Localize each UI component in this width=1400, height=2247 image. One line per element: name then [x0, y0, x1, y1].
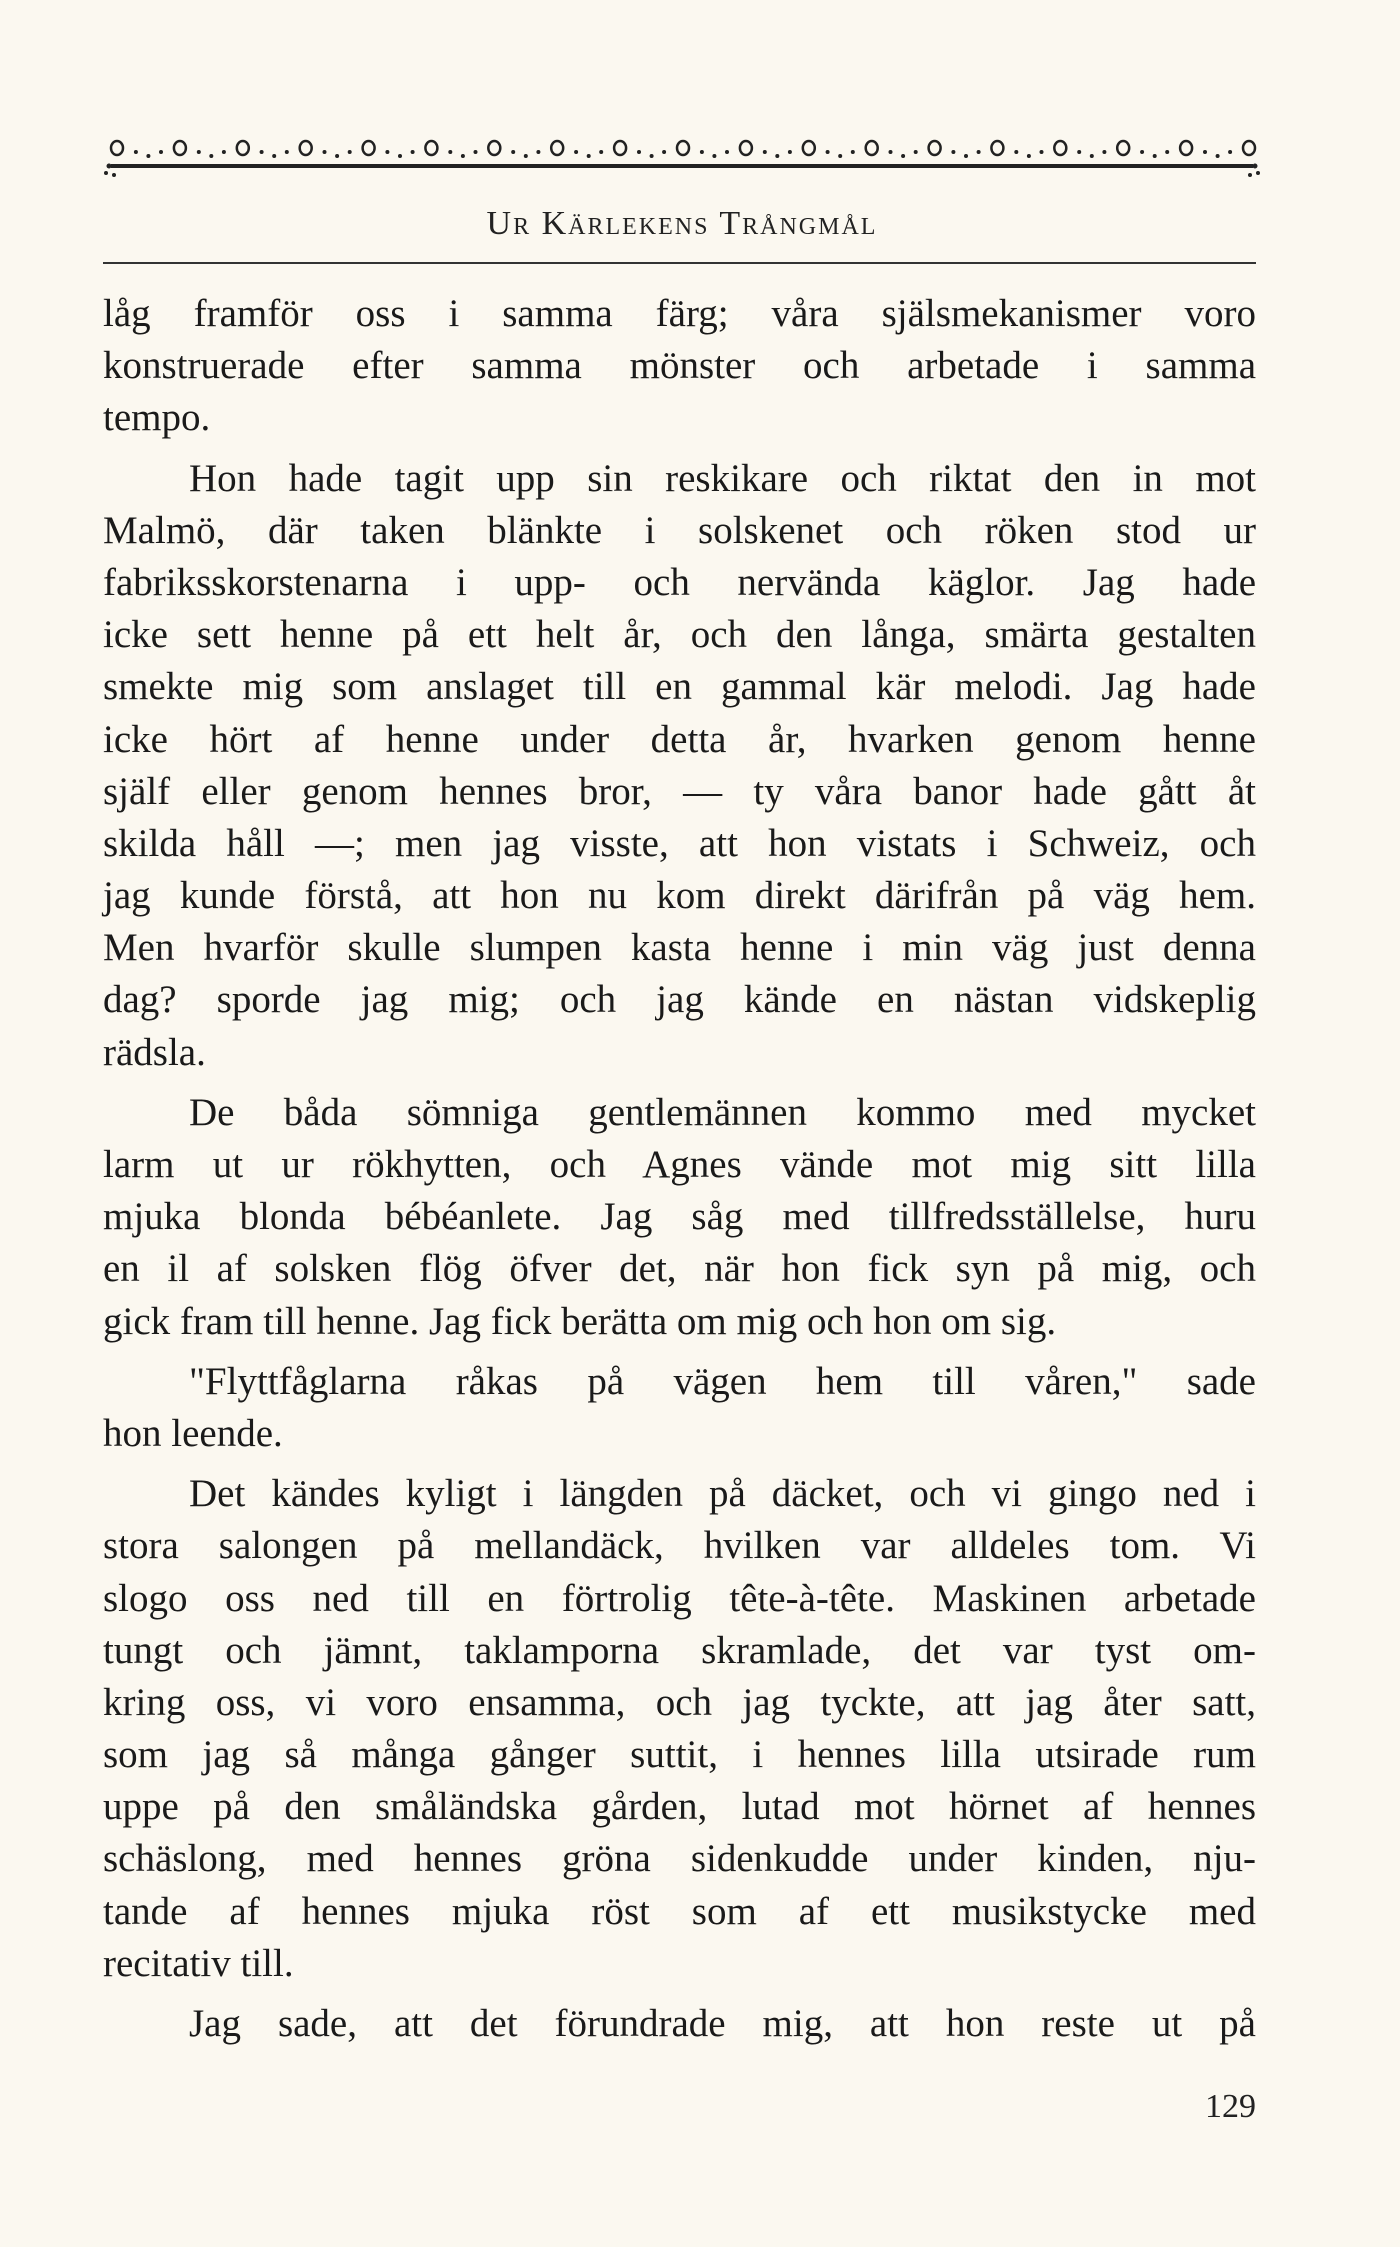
text-line: hon leende.	[103, 1411, 283, 1455]
paragraph	[103, 1087, 1256, 1348]
text-line: dag? sporde jag mig; och jag kände en nästan vidskeplig	[103, 978, 1256, 1022]
paragraph	[103, 1356, 1256, 1460]
text-line: uppe på den småländska gården, lutad mot hörnet af hennes	[103, 1785, 1256, 1829]
text-line: Det kändes kyligt i längden på däcket, och vi gingo ned i	[189, 1472, 1256, 1516]
body-text	[103, 288, 1256, 2050]
text-line: rädsla.	[103, 1030, 206, 1074]
text-line: tungt och jämnt, taklamporna skramlade, det var tyst om-	[103, 1628, 1256, 1672]
page-number: 129	[1205, 2088, 1256, 2125]
text-line: låg framför oss i samma färg; våra själsmekanismer voro	[103, 292, 1256, 335]
text-line: schäslong, med hennes gröna sidenkudde under kinden, nju-	[103, 1837, 1256, 1881]
text-line: "Flyttfåglarna råkas på vägen hem till våren," sade	[189, 1359, 1256, 1403]
header-rule	[103, 262, 1256, 264]
text-line: smekte mig som anslaget till en gammal kär melodi. Jag hade	[103, 665, 1256, 709]
header-ornament	[103, 118, 1261, 178]
paragraph	[103, 1468, 1256, 1990]
text-line: jag kunde förstå, att hon nu kom direkt därifrån på väg hem.	[103, 874, 1256, 918]
text-line: gick fram till henne. Jag fick berätta om mig och hon om sig.	[103, 1299, 1057, 1343]
text-line: Men hvarför skulle slumpen kasta henne i min väg just denna	[103, 926, 1256, 970]
running-head: Ur Kärlekens Trångmål	[486, 205, 878, 242]
text-line: recitativ till.	[103, 1941, 294, 1985]
paragraph	[103, 453, 1256, 1079]
text-line: Hon hade tagit upp sin reskikare och riktat den in mot	[189, 456, 1256, 500]
text-line: skilda håll —; men jag visste, att hon vistats i Schweiz, och	[103, 821, 1256, 865]
text-line: Jag sade, att det förundrade mig, att hon reste ut på	[189, 2002, 1256, 2045]
text-line: som jag så många gånger suttit, i hennes lilla utsirade rum	[103, 1733, 1256, 1777]
text-line: själf eller genom hennes bror, — ty våra banor hade gått åt	[103, 769, 1256, 813]
text-line: tande af hennes mjuka röst som af ett musikstycke med	[103, 1889, 1256, 1933]
paragraph	[103, 288, 1256, 445]
text-line: fabriksskorstenarna i upp- och nervända käglor. Jag hade	[103, 560, 1256, 604]
text-line: larm ut ur rökhytten, och Agnes vände mot mig sitt lilla	[103, 1143, 1256, 1186]
text-line: slogo oss ned till en förtrolig tête-à-tête. Maskinen arbetade	[103, 1576, 1256, 1620]
paragraph	[103, 1998, 1256, 2050]
text-line: mjuka blonda bébéanlete. Jag såg med tillfredsställelse, huru	[103, 1195, 1256, 1239]
text-line: en il af solsken flög öfver det, när hon fick syn på mig, och	[103, 1247, 1256, 1291]
text-line: De båda sömniga gentlemännen kommo med mycket	[189, 1090, 1256, 1134]
text-line: icke hört af henne under detta år, hvarken genom henne	[103, 717, 1256, 761]
text-line: tempo.	[103, 396, 211, 440]
text-line: icke sett henne på ett helt år, och den långa, smärta gestalten	[103, 613, 1256, 657]
text-line: kring oss, vi voro ensamma, och jag tyckte, att jag åter satt,	[103, 1680, 1256, 1724]
text-line: Malmö, där taken blänkte i solskenet och röken stod ur	[103, 508, 1256, 552]
text-line: stora salongen på mellandäck, hvilken var alldeles tom. Vi	[103, 1524, 1256, 1568]
text-line: konstruerade efter samma mönster och arbetade i samma	[103, 344, 1256, 388]
